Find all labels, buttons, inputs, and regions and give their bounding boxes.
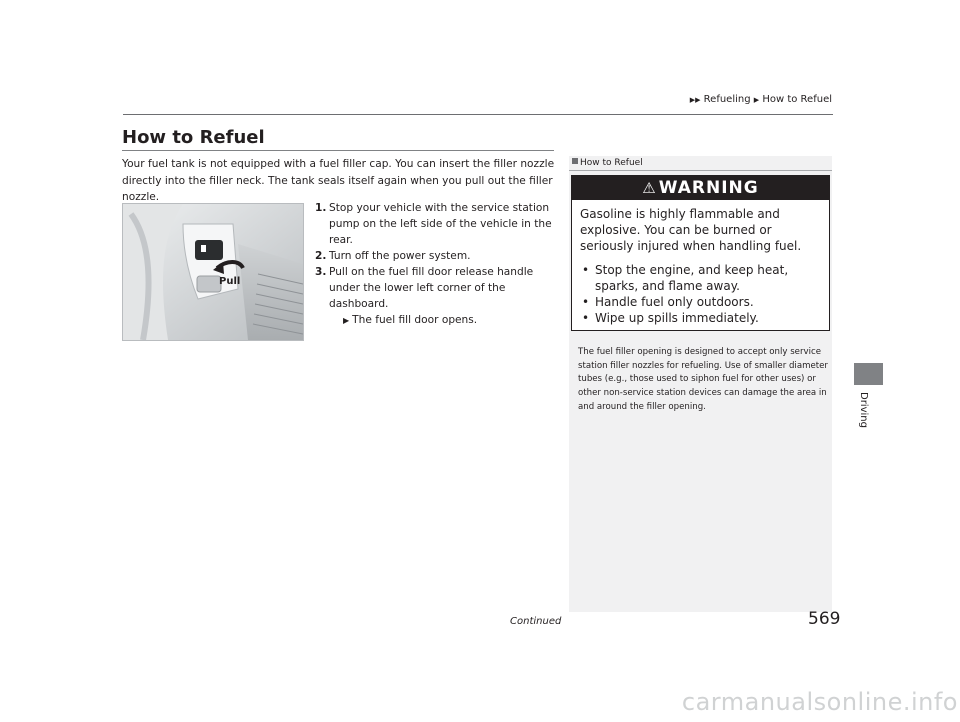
side-heading[interactable] (572, 158, 643, 168)
step-number: 3. (315, 266, 327, 278)
title-rule (122, 150, 554, 151)
step-text: Pull on the fuel fill door release handle under the lower left corner of the dashboard. (329, 266, 534, 310)
breadcrumb-arrow-icon: ▶▶ (689, 96, 701, 104)
result-arrow-icon: ▶ (343, 316, 350, 325)
step-item (315, 200, 555, 248)
breadcrumb-page[interactable]: How to Refuel (762, 94, 832, 105)
warning-title: WARNING (658, 178, 759, 198)
warning-list-item: • Wipe up spills immediately. (580, 310, 821, 326)
watermark: carmanualsonline.info (681, 688, 958, 716)
filler-opening-note: The fuel filler opening is designed to accept only service station filler nozzles for refueling. Use of smaller diameter tubes (e.g., those used to siphon fuel for other uses) or other non-service station devices can damage the area in and around the filler opening. (578, 347, 828, 412)
side-heading-text: How to Refuel (580, 158, 643, 168)
page-title: How to Refuel (122, 127, 265, 148)
step-number: 2. (315, 250, 327, 262)
header-rule (123, 114, 833, 115)
warning-text: Gasoline is highly flammable and explosive. You can be burned or seriously injured when handling fuel. (580, 207, 802, 253)
pull-label: Pull (219, 276, 241, 287)
side-heading-rule (569, 170, 832, 171)
step-item (315, 248, 555, 264)
continued-label: Continued (510, 616, 562, 627)
warning-box (571, 175, 830, 331)
page-number: 569 (808, 609, 841, 629)
step-result-text: The fuel fill door opens. (352, 314, 478, 326)
breadcrumb (690, 94, 832, 105)
warning-list (580, 262, 821, 326)
step-result (329, 312, 555, 329)
warning-banner (572, 176, 829, 200)
breadcrumb-arrow-icon: ▶ (753, 96, 760, 104)
warning-list-item: • Stop the engine, and keep heat, sparks, and flame away. (580, 262, 821, 294)
warning-list-item: • Handle fuel only outdoors. (580, 294, 821, 310)
section-label: Driving (858, 392, 869, 428)
step-number: 1. (315, 202, 327, 214)
step-item (315, 264, 555, 329)
intro-paragraph: Your fuel tank is not equipped with a fuel filler cap. You can insert the filler nozzle directly into the filler neck. The tank seals itself again when you pull out the filler nozzle. (122, 158, 555, 203)
fuel-door-release-illustration (123, 204, 303, 340)
section-tab[interactable] (854, 363, 883, 385)
side-column (569, 156, 832, 612)
warning-triangle-icon: ⚠ (642, 179, 657, 197)
note-marker-icon (572, 158, 578, 164)
refuel-steps (315, 200, 555, 329)
illustration-graphic (123, 204, 303, 340)
breadcrumb-section[interactable]: Refueling (703, 94, 751, 105)
step-text: Stop your vehicle with the service station pump on the left side of the vehicle in the rear. (329, 202, 552, 246)
step-text: Turn off the power system. (329, 250, 471, 262)
